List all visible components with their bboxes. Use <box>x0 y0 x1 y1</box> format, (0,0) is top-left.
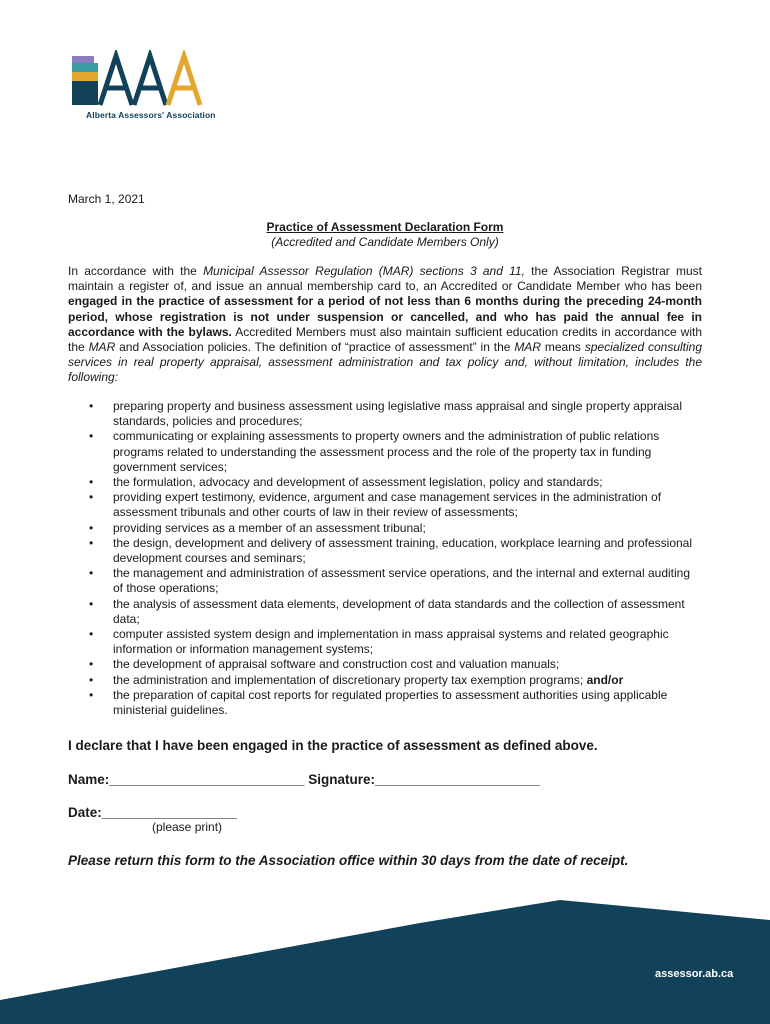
intro-mar: MAR <box>88 340 116 355</box>
logo-letter-a3 <box>168 56 200 105</box>
footer-shape <box>0 900 770 1024</box>
list-item: • preparing property and business assessment using legislative mass appraisal and single property appraisal standards, policies and procedures; <box>68 399 702 429</box>
intro-requirement: engaged in the practice of assessment for a period of not less than 6 months during the preceding 24-month period, whose registration is not under suspension or cancelled, and who has paid the annual fee in accordance with the bylaws. <box>68 294 702 339</box>
list-item: • the analysis of assessment data elements, development of data standards and the collection of assessment data; <box>68 597 702 627</box>
signature-label: Signature: <box>304 772 375 787</box>
intro-text: In accordance with the <box>68 264 204 278</box>
intro-paragraph <box>68 264 702 386</box>
list-item: • the formulation, advocacy and development of assessment legislation, policy and standards; <box>68 475 702 490</box>
list-item: • communicating or explaining assessments to property owners and the administration of public relations programs related to understanding the assessment process and the role of the property tax in funding government services; <box>68 429 702 475</box>
print-note: (please print) <box>152 820 223 834</box>
intro-regulation: Municipal Assessor Regulation (MAR) sections 3 and 11, <box>203 264 525 278</box>
logo-letter-a1 <box>100 56 132 105</box>
and-or: and/or <box>583 672 624 687</box>
title-block <box>68 220 702 250</box>
date-row <box>68 805 237 820</box>
intro-text: the Association Registrar must maintain a register of, and issue an annual membership card to, an Accredited or Candidate Member who has been <box>68 264 702 294</box>
logo-block-teal <box>72 63 98 72</box>
letter-date: March 1, 2021 <box>68 192 145 206</box>
logo-block-lavender <box>72 56 94 63</box>
practice-list <box>68 399 702 718</box>
list-item: • the design, development and delivery of assessment training, education, workplace learning and professional development courses and seminars; <box>68 536 702 566</box>
return-note: Please return this form to the Association office within 30 days from the date of receipt. <box>68 853 629 868</box>
intro-mar: MAR <box>514 340 541 355</box>
list-item: • computer assisted system design and implementation in mass appraisal systems and related geographic information or information management systems; <box>68 627 702 657</box>
list-item-text: the administration and implementation of discretionary property tax exemption programs; <box>113 672 584 687</box>
declaration-statement: I declare that I have been engaged in the practice of assessment as defined above. <box>68 738 598 753</box>
list-item: • the development of appraisal software and construction cost and valuation manuals; <box>68 657 702 672</box>
list-item: • providing expert testimony, evidence, argument and case management services in the administration of assessment tribunals and other courts of law in their review of assessments; <box>68 490 702 520</box>
intro-text: and Association policies. The definition of “practice of assessment” in the <box>115 340 515 355</box>
name-field[interactable]: __________________________ <box>109 772 305 787</box>
name-label: Name: <box>68 772 110 787</box>
list-item: • the management and administration of assessment service operations, and the internal and external auditing of those operations; <box>68 566 702 596</box>
signature-field[interactable]: ______________________ <box>375 772 541 787</box>
list-item: • providing services as a member of an assessment tribunal; <box>68 521 702 536</box>
logo-block-navy <box>72 81 98 105</box>
logo-letter-a2 <box>134 56 166 105</box>
intro-definition: specialized consulting services in real property appraisal, assessment administration and tax policy and, without limitation, includes the following: <box>68 340 703 385</box>
date-label: Date: <box>68 805 102 820</box>
form-title: Practice of Assessment Declaration Form <box>266 220 504 234</box>
list-item: • the preparation of capital cost reports for regulated properties to assessment authorities using applicable ministerial guidelines. <box>68 688 702 718</box>
intro-text: Accredited Members must also maintain sufficient education credits in accordance with the <box>68 324 702 355</box>
name-signature-row <box>68 772 540 787</box>
logo-org-name: Alberta Assessors' Association <box>86 110 216 120</box>
footer-url[interactable]: assessor.ab.ca <box>655 968 734 980</box>
intro-text: means <box>540 340 585 355</box>
date-field[interactable]: __________________ <box>101 805 237 820</box>
list-item <box>68 673 702 688</box>
form-subtitle: (Accredited and Candidate Members Only) <box>271 235 499 249</box>
footer-band <box>0 895 770 1024</box>
logo-block-gold <box>72 72 98 81</box>
